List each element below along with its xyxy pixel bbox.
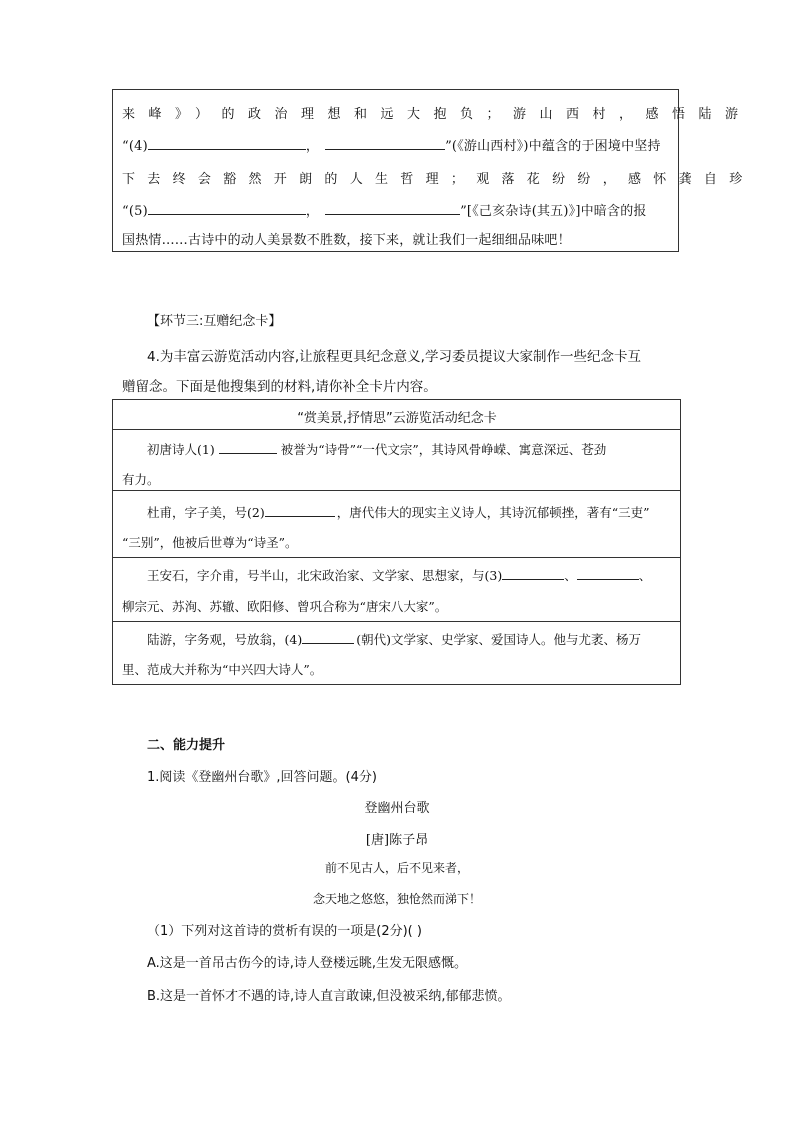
text: 王安石，字介甫，号半山，北宋政治家、文学家、思想家，与(3) bbox=[147, 568, 503, 583]
blank-field[interactable] bbox=[219, 441, 277, 454]
text: 被誉为“诗骨”“一代文宗”，其诗风骨峥嵘、寓意深远、苍劲 bbox=[280, 442, 607, 457]
question-4-line-1: 4.为丰富云游览活动内容,让旅程更具纪念意义,学习委员提议大家制作一些纪念卡互 bbox=[147, 349, 641, 365]
text: “(5) bbox=[122, 204, 148, 219]
card-title: “赏美景,抒情思”云游览活动纪念卡 bbox=[297, 411, 497, 426]
card-row-3-line-2: 柳宗元、苏洵、苏辙、欧阳修、曾巩合称为“唐宋八大家”。 bbox=[122, 599, 448, 614]
text: ， bbox=[305, 204, 320, 219]
card-row-4-line-2: 里、范成大并称为“中兴四大诗人”。 bbox=[122, 662, 323, 677]
divider bbox=[113, 621, 680, 622]
card-row-3-line-1 bbox=[147, 566, 651, 584]
blank-field[interactable] bbox=[502, 567, 564, 580]
text: “(4) bbox=[122, 139, 148, 154]
divider bbox=[113, 429, 680, 430]
blank-field[interactable] bbox=[325, 202, 460, 215]
poem-line-1: 前不见古人，后不见来者， bbox=[324, 861, 469, 875]
text: ”[《己亥杂诗(其五)》]中暗含的报 bbox=[460, 204, 647, 219]
poem-title: 登幽州台歌 bbox=[364, 801, 430, 816]
box-line-1: 来峰》）的政治理想和远大抱负；游山西村，感悟陆游 bbox=[122, 107, 752, 122]
text: (朝代)文学家、史学家、爱国诗人。他与尤袤、杨万 bbox=[356, 632, 641, 647]
sub-question-1: （1）下列对这首诗的赏析有误的一项是(2分)( ) bbox=[147, 924, 422, 939]
text: ，唐代伟大的现实主义诗人，其诗沉郁顿挫，著有“三吏” bbox=[336, 505, 650, 520]
option-b[interactable]: B.这是一首怀才不遇的诗,诗人直言敢谏,但没被采纳,郁郁悲愤。 bbox=[147, 989, 511, 1004]
divider bbox=[113, 557, 680, 558]
blank-field[interactable] bbox=[148, 202, 306, 215]
text: 、 bbox=[638, 568, 652, 583]
question-1: 1.阅读《登幽州台歌》,回答问题。(4分) bbox=[147, 770, 377, 785]
box-line-4 bbox=[122, 200, 647, 219]
divider bbox=[113, 490, 680, 491]
text: 杜甫，字子美，号(2) bbox=[147, 505, 265, 520]
card-row-2-line-1 bbox=[147, 503, 650, 521]
text: 、 bbox=[564, 568, 577, 583]
blank-field[interactable] bbox=[325, 137, 445, 150]
question-4-line-2: 赠留念。下面是他搜集到的材料,请你补全卡片内容。 bbox=[122, 379, 437, 395]
blank-field[interactable] bbox=[302, 631, 354, 644]
card-row-1-line-2: 有力。 bbox=[122, 472, 160, 487]
blank-field[interactable] bbox=[265, 504, 335, 517]
card-row-2-line-2: “三别”，他被后世尊为“诗圣”。 bbox=[122, 535, 298, 550]
box-line-2 bbox=[122, 135, 661, 154]
poem-line-2: 念天地之悠悠，独怆然而涕下！ bbox=[312, 892, 481, 906]
option-a[interactable]: A.这是一首吊古伤今的诗,诗人登楼远眺,生发无限感慨。 bbox=[147, 956, 468, 971]
text: 初唐诗人(1) bbox=[147, 442, 215, 457]
text: 陆游，字务观，号放翁，(4) bbox=[147, 632, 303, 647]
text: ”(《游山西村》)中蕴含的于困境中坚持 bbox=[445, 139, 661, 154]
box-line-5: 国热情……古诗中的动人美景数不胜数，接下来，就让我们一起细细品味吧！ bbox=[122, 233, 571, 248]
section-title: 【环节三:互赠纪念卡】 bbox=[147, 314, 282, 329]
card-row-4-line-1 bbox=[147, 630, 641, 648]
poem-author: [唐]陈子昂 bbox=[365, 833, 429, 848]
part-2-title: 二、能力提升 bbox=[147, 738, 226, 753]
card-row-1-line-1 bbox=[147, 440, 606, 458]
text: ， bbox=[305, 139, 320, 154]
box-line-3: 下去终会豁然开朗的人生哲理；观落花纷纷，感怀龚自珍 bbox=[122, 172, 755, 187]
blank-field[interactable] bbox=[148, 137, 306, 150]
blank-field[interactable] bbox=[577, 567, 639, 580]
